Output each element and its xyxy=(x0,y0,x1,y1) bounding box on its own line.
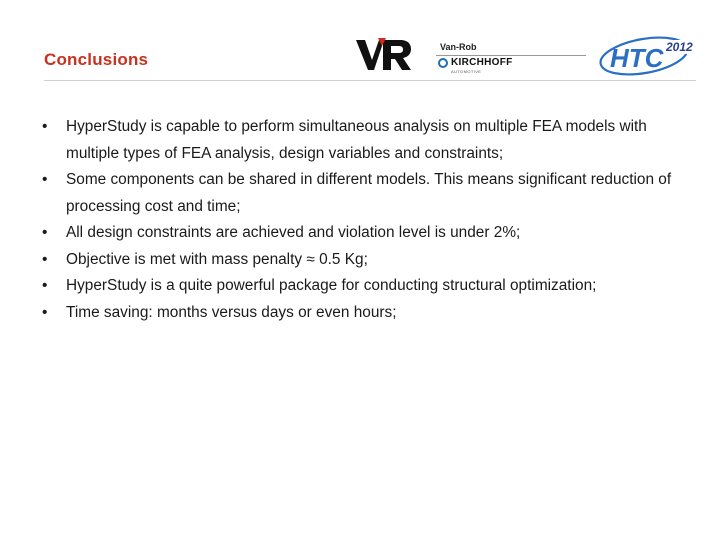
list-item-text: All design constraints are achieved and violation level is under 2%; xyxy=(66,224,521,241)
list-item xyxy=(42,273,702,300)
slide-title: Conclusions xyxy=(44,50,149,69)
conclusions-list xyxy=(42,114,702,326)
kirchhoff-logo-icon xyxy=(430,42,588,76)
kirchhoff-circle-icon xyxy=(438,58,448,68)
bullet-icon: • xyxy=(42,118,48,135)
list-item-text: HyperStudy is a quite powerful package for conducting structural optimization; xyxy=(66,277,597,294)
htc-logo-text: HTC xyxy=(610,43,664,73)
bullet-icon: • xyxy=(42,303,48,321)
kirchhoff-label: KIRCHHOFF xyxy=(451,57,513,68)
list-item xyxy=(42,247,702,274)
bullet-icon: • xyxy=(42,171,48,188)
kirchhoff-sublabel: AUTOMOTIVE xyxy=(451,69,482,74)
htc-logo-year: 2012 xyxy=(666,40,693,54)
slide-header xyxy=(0,0,728,86)
list-item-text: Objective is met with mass penalty ≈ 0.5 Kg; xyxy=(66,250,368,268)
header-divider xyxy=(44,80,696,81)
bullet-icon: • xyxy=(42,277,48,294)
list-item xyxy=(42,220,702,247)
list-item-text: Some components can be shared in different models. This means significant reduction of processing cost and time; xyxy=(66,171,672,215)
htc-logo-icon xyxy=(596,34,698,78)
list-item xyxy=(42,114,702,167)
list-item-text: Time saving: months versus days or even hours; xyxy=(66,303,397,321)
vr-logo-icon xyxy=(356,38,412,72)
list-item xyxy=(42,300,702,327)
vanrob-divider xyxy=(436,55,586,56)
vanrob-label: Van-Rob xyxy=(440,42,477,52)
list-item-text: HyperStudy is capable to perform simultaneous analysis on multiple FEA models with multiple types of FEA analysis, design variables and constraints; xyxy=(66,118,647,162)
bullet-icon: • xyxy=(42,250,48,268)
bullet-icon: • xyxy=(42,224,48,241)
list-item xyxy=(42,167,702,220)
